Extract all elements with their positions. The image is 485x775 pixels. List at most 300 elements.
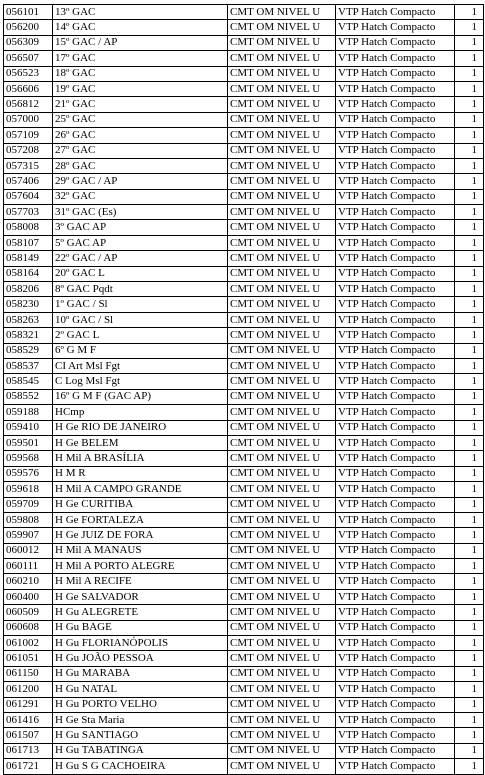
function-cell: CMT OM NIVEL U: [228, 189, 336, 204]
quantity-cell: 1: [455, 589, 484, 604]
function-cell: CMT OM NIVEL U: [228, 251, 336, 266]
unit-code-cell: 057208: [4, 143, 53, 158]
unit-code-cell: 059618: [4, 482, 53, 497]
vehicle-type-cell: VTP Hatch Compacto: [336, 282, 455, 297]
unit-name-cell: H Ge FORTALEZA: [53, 512, 228, 527]
unit-code-cell: 059410: [4, 420, 53, 435]
table-row: [4, 482, 484, 497]
vehicle-type-cell: VTP Hatch Compacto: [336, 636, 455, 651]
unit-code-cell: 060210: [4, 574, 53, 589]
function-cell: CMT OM NIVEL U: [228, 66, 336, 81]
table-row: [4, 574, 484, 589]
table-row: [4, 66, 484, 81]
vehicle-type-cell: VTP Hatch Compacto: [336, 358, 455, 373]
quantity-cell: 1: [455, 220, 484, 235]
function-cell: CMT OM NIVEL U: [228, 128, 336, 143]
table-row: [4, 666, 484, 681]
vehicle-type-cell: VTP Hatch Compacto: [336, 158, 455, 173]
unit-code-cell: 056200: [4, 20, 53, 35]
function-cell: CMT OM NIVEL U: [228, 497, 336, 512]
table-row: [4, 81, 484, 96]
vehicle-type-cell: VTP Hatch Compacto: [336, 420, 455, 435]
vehicle-type-cell: VTP Hatch Compacto: [336, 543, 455, 558]
quantity-cell: 1: [455, 389, 484, 404]
function-cell: CMT OM NIVEL U: [228, 574, 336, 589]
unit-name-cell: H Gu FLORIANÓPOLIS: [53, 636, 228, 651]
vehicle-type-cell: VTP Hatch Compacto: [336, 189, 455, 204]
unit-code-cell: 059907: [4, 528, 53, 543]
quantity-cell: 1: [455, 97, 484, 112]
vehicle-type-cell: VTP Hatch Compacto: [336, 220, 455, 235]
unit-name-cell: 5º GAC AP: [53, 235, 228, 250]
vehicle-type-cell: VTP Hatch Compacto: [336, 451, 455, 466]
quantity-cell: 1: [455, 451, 484, 466]
quantity-cell: 1: [455, 559, 484, 574]
quantity-cell: 1: [455, 482, 484, 497]
unit-code-cell: 056523: [4, 66, 53, 81]
function-cell: CMT OM NIVEL U: [228, 759, 336, 774]
vehicle-type-cell: VTP Hatch Compacto: [336, 266, 455, 281]
function-cell: CMT OM NIVEL U: [228, 282, 336, 297]
quantity-cell: 1: [455, 112, 484, 127]
quantity-cell: 1: [455, 282, 484, 297]
unit-name-cell: 25º GAC: [53, 112, 228, 127]
vehicle-type-cell: VTP Hatch Compacto: [336, 51, 455, 66]
unit-name-cell: HCmp: [53, 405, 228, 420]
unit-code-cell: 060509: [4, 605, 53, 620]
unit-code-cell: 060400: [4, 589, 53, 604]
table-row: [4, 712, 484, 727]
table-row: [4, 51, 484, 66]
quantity-cell: 1: [455, 728, 484, 743]
unit-name-cell: 14º GAC: [53, 20, 228, 35]
vehicle-type-cell: VTP Hatch Compacto: [336, 297, 455, 312]
unit-name-cell: H Ge CURITIBA: [53, 497, 228, 512]
unit-code-cell: 060012: [4, 543, 53, 558]
vehicle-type-cell: VTP Hatch Compacto: [336, 497, 455, 512]
function-cell: CMT OM NIVEL U: [228, 420, 336, 435]
unit-name-cell: 1º GAC / Sl: [53, 297, 228, 312]
function-cell: CMT OM NIVEL U: [228, 666, 336, 681]
quantity-cell: 1: [455, 528, 484, 543]
quantity-cell: 1: [455, 512, 484, 527]
table-row: [4, 605, 484, 620]
function-cell: CMT OM NIVEL U: [228, 312, 336, 327]
quantity-cell: 1: [455, 205, 484, 220]
unit-code-cell: 057109: [4, 128, 53, 143]
unit-code-cell: 058008: [4, 220, 53, 235]
unit-name-cell: H Gu TABATINGA: [53, 743, 228, 758]
unit-name-cell: 27º GAC: [53, 143, 228, 158]
unit-name-cell: H Gu ALEGRETE: [53, 605, 228, 620]
unit-name-cell: H Gu MARABA: [53, 666, 228, 681]
unit-name-cell: 8º GAC Pqdt: [53, 282, 228, 297]
unit-name-cell: H Mil A RECIFE: [53, 574, 228, 589]
unit-name-cell: H Ge RIO DE JANEIRO: [53, 420, 228, 435]
unit-name-cell: CI Art Msl Fgt: [53, 358, 228, 373]
table-row: [4, 389, 484, 404]
unit-name-cell: 3º GAC AP: [53, 220, 228, 235]
table-row: [4, 528, 484, 543]
table-row: [4, 589, 484, 604]
table-row: [4, 205, 484, 220]
quantity-cell: 1: [455, 497, 484, 512]
table-row: [4, 128, 484, 143]
table-row: [4, 728, 484, 743]
unit-name-cell: H Gu BAGE: [53, 620, 228, 635]
unit-code-cell: 058206: [4, 282, 53, 297]
vehicle-type-cell: VTP Hatch Compacto: [336, 81, 455, 96]
function-cell: CMT OM NIVEL U: [228, 220, 336, 235]
vehicle-type-cell: VTP Hatch Compacto: [336, 743, 455, 758]
unit-code-cell: 061507: [4, 728, 53, 743]
vehicle-type-cell: VTP Hatch Compacto: [336, 712, 455, 727]
function-cell: CMT OM NIVEL U: [228, 589, 336, 604]
unit-name-cell: 28º GAC: [53, 158, 228, 173]
table-row: [4, 697, 484, 712]
unit-code-cell: 061200: [4, 682, 53, 697]
unit-code-cell: 061150: [4, 666, 53, 681]
quantity-cell: 1: [455, 712, 484, 727]
quantity-cell: 1: [455, 143, 484, 158]
table-row: [4, 158, 484, 173]
function-cell: CMT OM NIVEL U: [228, 81, 336, 96]
unit-name-cell: H Mil A BRASÍLIA: [53, 451, 228, 466]
function-cell: CMT OM NIVEL U: [228, 528, 336, 543]
function-cell: CMT OM NIVEL U: [228, 235, 336, 250]
unit-code-cell: 061713: [4, 743, 53, 758]
unit-code-cell: 058149: [4, 251, 53, 266]
vehicle-type-cell: VTP Hatch Compacto: [336, 589, 455, 604]
unit-code-cell: 057406: [4, 174, 53, 189]
quantity-cell: 1: [455, 435, 484, 450]
unit-code-cell: 061051: [4, 651, 53, 666]
vehicle-type-cell: VTP Hatch Compacto: [336, 389, 455, 404]
vehicle-type-cell: VTP Hatch Compacto: [336, 482, 455, 497]
table-row: [4, 112, 484, 127]
table-row: [4, 358, 484, 373]
quantity-cell: 1: [455, 5, 484, 20]
unit-name-cell: H Mil A PORTO ALEGRE: [53, 559, 228, 574]
quantity-cell: 1: [455, 158, 484, 173]
quantity-cell: 1: [455, 605, 484, 620]
unit-code-cell: 060111: [4, 559, 53, 574]
quantity-cell: 1: [455, 266, 484, 281]
table-row: [4, 651, 484, 666]
table-row: [4, 20, 484, 35]
table-row: [4, 5, 484, 20]
unit-name-cell: 18º GAC: [53, 66, 228, 81]
unit-name-cell: 21º GAC: [53, 97, 228, 112]
table-row: [4, 235, 484, 250]
table-row: [4, 512, 484, 527]
quantity-cell: 1: [455, 189, 484, 204]
vehicle-type-cell: VTP Hatch Compacto: [336, 205, 455, 220]
function-cell: CMT OM NIVEL U: [228, 743, 336, 758]
vehicle-type-cell: VTP Hatch Compacto: [336, 559, 455, 574]
function-cell: CMT OM NIVEL U: [228, 266, 336, 281]
unit-name-cell: 19º GAC: [53, 81, 228, 96]
table-row: [4, 435, 484, 450]
quantity-cell: 1: [455, 343, 484, 358]
table-row: [4, 466, 484, 481]
table-row: [4, 189, 484, 204]
table-row: [4, 35, 484, 50]
vehicle-type-cell: VTP Hatch Compacto: [336, 651, 455, 666]
unit-code-cell: 058321: [4, 328, 53, 343]
unit-name-cell: 26º GAC: [53, 128, 228, 143]
unit-code-cell: 056507: [4, 51, 53, 66]
table-row: [4, 620, 484, 635]
unit-code-cell: 057703: [4, 205, 53, 220]
unit-name-cell: H Mil A CAMPO GRANDE: [53, 482, 228, 497]
function-cell: CMT OM NIVEL U: [228, 112, 336, 127]
table-row: [4, 405, 484, 420]
vehicle-type-cell: VTP Hatch Compacto: [336, 435, 455, 450]
unit-name-cell: H Ge BELEM: [53, 435, 228, 450]
vehicle-type-cell: VTP Hatch Compacto: [336, 574, 455, 589]
vehicle-type-cell: VTP Hatch Compacto: [336, 405, 455, 420]
quantity-cell: 1: [455, 682, 484, 697]
function-cell: CMT OM NIVEL U: [228, 512, 336, 527]
function-cell: CMT OM NIVEL U: [228, 174, 336, 189]
table-row: [4, 251, 484, 266]
unit-code-cell: 059501: [4, 435, 53, 450]
table-row: [4, 559, 484, 574]
unit-name-cell: H Ge JUIZ DE FORA: [53, 528, 228, 543]
table-row: [4, 297, 484, 312]
table-row: [4, 451, 484, 466]
vehicle-type-cell: VTP Hatch Compacto: [336, 66, 455, 81]
function-cell: CMT OM NIVEL U: [228, 343, 336, 358]
function-cell: CMT OM NIVEL U: [228, 451, 336, 466]
unit-name-cell: 22º GAC / AP: [53, 251, 228, 266]
unit-name-cell: H Mil A MANAUS: [53, 543, 228, 558]
unit-code-cell: 056101: [4, 5, 53, 20]
unit-code-cell: 059188: [4, 405, 53, 420]
vehicle-type-cell: VTP Hatch Compacto: [336, 697, 455, 712]
quantity-cell: 1: [455, 543, 484, 558]
quantity-cell: 1: [455, 420, 484, 435]
allocation-table: [3, 4, 484, 775]
unit-name-cell: 17º GAC: [53, 51, 228, 66]
quantity-cell: 1: [455, 328, 484, 343]
unit-code-cell: 058164: [4, 266, 53, 281]
quantity-cell: 1: [455, 651, 484, 666]
quantity-cell: 1: [455, 81, 484, 96]
unit-name-cell: 2º GAC L: [53, 328, 228, 343]
vehicle-type-cell: VTP Hatch Compacto: [336, 312, 455, 327]
function-cell: CMT OM NIVEL U: [228, 697, 336, 712]
table-row: [4, 174, 484, 189]
function-cell: CMT OM NIVEL U: [228, 482, 336, 497]
quantity-cell: 1: [455, 312, 484, 327]
function-cell: CMT OM NIVEL U: [228, 20, 336, 35]
function-cell: CMT OM NIVEL U: [228, 97, 336, 112]
unit-code-cell: 058537: [4, 358, 53, 373]
quantity-cell: 1: [455, 405, 484, 420]
table-row: [4, 682, 484, 697]
unit-name-cell: 31º GAC (Es): [53, 205, 228, 220]
quantity-cell: 1: [455, 128, 484, 143]
function-cell: CMT OM NIVEL U: [228, 636, 336, 651]
unit-code-cell: 058552: [4, 389, 53, 404]
quantity-cell: 1: [455, 358, 484, 373]
unit-code-cell: 059568: [4, 451, 53, 466]
unit-code-cell: 061291: [4, 697, 53, 712]
function-cell: CMT OM NIVEL U: [228, 682, 336, 697]
function-cell: CMT OM NIVEL U: [228, 35, 336, 50]
vehicle-type-cell: VTP Hatch Compacto: [336, 174, 455, 189]
unit-name-cell: H Gu S G CACHOEIRA: [53, 759, 228, 774]
function-cell: CMT OM NIVEL U: [228, 543, 336, 558]
quantity-cell: 1: [455, 466, 484, 481]
unit-code-cell: 057000: [4, 112, 53, 127]
unit-code-cell: 058230: [4, 297, 53, 312]
unit-code-cell: 059808: [4, 512, 53, 527]
unit-code-cell: 061721: [4, 759, 53, 774]
unit-name-cell: H Ge Sta Maria: [53, 712, 228, 727]
quantity-cell: 1: [455, 20, 484, 35]
function-cell: CMT OM NIVEL U: [228, 328, 336, 343]
vehicle-type-cell: VTP Hatch Compacto: [336, 20, 455, 35]
unit-name-cell: H Gu PORTO VELHO: [53, 697, 228, 712]
table-body: [4, 5, 484, 775]
quantity-cell: 1: [455, 235, 484, 250]
unit-code-cell: 059576: [4, 466, 53, 481]
quantity-cell: 1: [455, 620, 484, 635]
quantity-cell: 1: [455, 66, 484, 81]
vehicle-type-cell: VTP Hatch Compacto: [336, 728, 455, 743]
unit-code-cell: 056606: [4, 81, 53, 96]
vehicle-type-cell: VTP Hatch Compacto: [336, 112, 455, 127]
quantity-cell: 1: [455, 743, 484, 758]
unit-code-cell: 057315: [4, 158, 53, 173]
unit-name-cell: 6º G M F: [53, 343, 228, 358]
unit-name-cell: H Gu NATAL: [53, 682, 228, 697]
function-cell: CMT OM NIVEL U: [228, 405, 336, 420]
vehicle-type-cell: VTP Hatch Compacto: [336, 620, 455, 635]
quantity-cell: 1: [455, 666, 484, 681]
unit-name-cell: 20º GAC L: [53, 266, 228, 281]
unit-name-cell: H Ge SALVADOR: [53, 589, 228, 604]
vehicle-type-cell: VTP Hatch Compacto: [336, 759, 455, 774]
quantity-cell: 1: [455, 574, 484, 589]
vehicle-type-cell: VTP Hatch Compacto: [336, 666, 455, 681]
unit-code-cell: 058263: [4, 312, 53, 327]
table-row: [4, 220, 484, 235]
function-cell: CMT OM NIVEL U: [228, 205, 336, 220]
unit-code-cell: 056309: [4, 35, 53, 50]
quantity-cell: 1: [455, 374, 484, 389]
function-cell: CMT OM NIVEL U: [228, 51, 336, 66]
table-row: [4, 374, 484, 389]
unit-name-cell: C Log Msl Fgt: [53, 374, 228, 389]
table-row: [4, 282, 484, 297]
function-cell: CMT OM NIVEL U: [228, 143, 336, 158]
vehicle-type-cell: VTP Hatch Compacto: [336, 605, 455, 620]
table-row: [4, 759, 484, 774]
quantity-cell: 1: [455, 636, 484, 651]
table-row: [4, 743, 484, 758]
function-cell: CMT OM NIVEL U: [228, 158, 336, 173]
unit-name-cell: 29º GAC / AP: [53, 174, 228, 189]
vehicle-type-cell: VTP Hatch Compacto: [336, 35, 455, 50]
unit-name-cell: H Gu SANTIAGO: [53, 728, 228, 743]
vehicle-type-cell: VTP Hatch Compacto: [336, 128, 455, 143]
function-cell: CMT OM NIVEL U: [228, 358, 336, 373]
table-row: [4, 497, 484, 512]
vehicle-type-cell: VTP Hatch Compacto: [336, 466, 455, 481]
function-cell: CMT OM NIVEL U: [228, 389, 336, 404]
table-row: [4, 312, 484, 327]
function-cell: CMT OM NIVEL U: [228, 559, 336, 574]
function-cell: CMT OM NIVEL U: [228, 728, 336, 743]
quantity-cell: 1: [455, 697, 484, 712]
quantity-cell: 1: [455, 759, 484, 774]
unit-code-cell: 061002: [4, 636, 53, 651]
unit-name-cell: 13º GAC: [53, 5, 228, 20]
vehicle-type-cell: VTP Hatch Compacto: [336, 682, 455, 697]
quantity-cell: 1: [455, 251, 484, 266]
table-row: [4, 97, 484, 112]
function-cell: CMT OM NIVEL U: [228, 5, 336, 20]
vehicle-type-cell: VTP Hatch Compacto: [336, 5, 455, 20]
quantity-cell: 1: [455, 297, 484, 312]
unit-code-cell: 058107: [4, 235, 53, 250]
quantity-cell: 1: [455, 51, 484, 66]
unit-code-cell: 057604: [4, 189, 53, 204]
function-cell: CMT OM NIVEL U: [228, 605, 336, 620]
unit-name-cell: 32º GAC: [53, 189, 228, 204]
unit-code-cell: 058529: [4, 343, 53, 358]
vehicle-type-cell: VTP Hatch Compacto: [336, 343, 455, 358]
quantity-cell: 1: [455, 174, 484, 189]
unit-code-cell: 061416: [4, 712, 53, 727]
quantity-cell: 1: [455, 35, 484, 50]
table-row: [4, 420, 484, 435]
unit-name-cell: 10º GAC / Sl: [53, 312, 228, 327]
unit-name-cell: H M R: [53, 466, 228, 481]
unit-code-cell: 056812: [4, 97, 53, 112]
unit-name-cell: 15º GAC / AP: [53, 35, 228, 50]
function-cell: CMT OM NIVEL U: [228, 620, 336, 635]
vehicle-type-cell: VTP Hatch Compacto: [336, 235, 455, 250]
vehicle-type-cell: VTP Hatch Compacto: [336, 374, 455, 389]
function-cell: CMT OM NIVEL U: [228, 466, 336, 481]
function-cell: CMT OM NIVEL U: [228, 651, 336, 666]
vehicle-type-cell: VTP Hatch Compacto: [336, 97, 455, 112]
table-row: [4, 636, 484, 651]
table-row: [4, 343, 484, 358]
unit-code-cell: 060608: [4, 620, 53, 635]
function-cell: CMT OM NIVEL U: [228, 374, 336, 389]
function-cell: CMT OM NIVEL U: [228, 712, 336, 727]
table-row: [4, 543, 484, 558]
vehicle-type-cell: VTP Hatch Compacto: [336, 143, 455, 158]
table-row: [4, 143, 484, 158]
unit-name-cell: 16º G M F (GAC AP): [53, 389, 228, 404]
vehicle-type-cell: VTP Hatch Compacto: [336, 512, 455, 527]
function-cell: CMT OM NIVEL U: [228, 297, 336, 312]
table-row: [4, 328, 484, 343]
unit-name-cell: H Gu JOÃO PESSOA: [53, 651, 228, 666]
unit-code-cell: 059709: [4, 497, 53, 512]
vehicle-type-cell: VTP Hatch Compacto: [336, 251, 455, 266]
unit-code-cell: 058545: [4, 374, 53, 389]
vehicle-type-cell: VTP Hatch Compacto: [336, 528, 455, 543]
vehicle-type-cell: VTP Hatch Compacto: [336, 328, 455, 343]
